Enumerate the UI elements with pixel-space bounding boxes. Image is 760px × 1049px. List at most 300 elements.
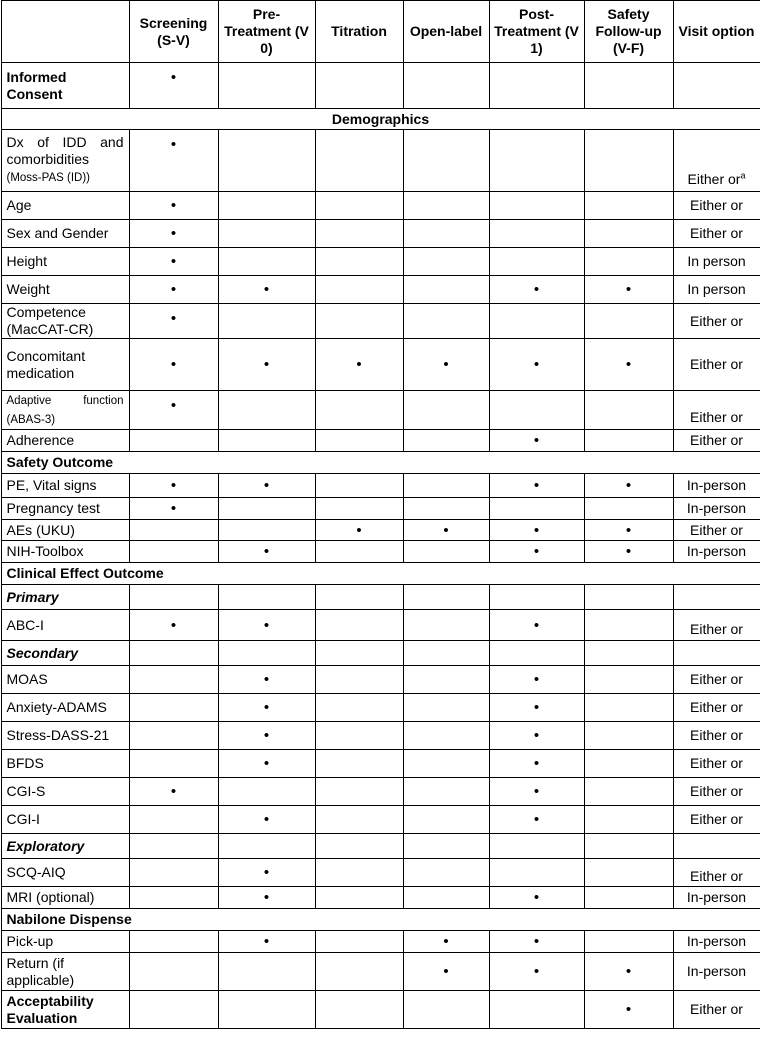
row-label-scq-aiq	[1, 859, 129, 887]
table-row	[1, 220, 760, 248]
empty-cell	[403, 192, 489, 220]
visit-option-text: Either or	[690, 868, 743, 884]
bullet-mark: •	[489, 339, 584, 391]
empty-cell	[403, 248, 489, 276]
visit-option-text: In person	[687, 253, 746, 269]
visit-option-cell	[673, 694, 760, 722]
empty-cell	[218, 130, 315, 192]
empty-cell	[584, 778, 673, 806]
visit-option-text: Either or	[690, 620, 743, 637]
empty-cell	[403, 834, 489, 859]
row-label-acceptability-evaluation	[1, 991, 129, 1029]
empty-cell	[129, 641, 218, 666]
row-label-text: AEs (UKU)	[6, 521, 75, 538]
empty-cell	[218, 520, 315, 541]
row-label-text: Exploratory	[6, 837, 85, 854]
row-label-cgi-i	[1, 806, 129, 834]
empty-cell	[218, 953, 315, 991]
visit-option-cell	[673, 585, 760, 610]
bullet-mark: •	[403, 339, 489, 391]
table-row	[1, 610, 760, 641]
empty-cell	[403, 541, 489, 563]
empty-cell	[584, 750, 673, 778]
empty-cell	[489, 641, 584, 666]
empty-cell	[315, 130, 403, 192]
empty-cell	[218, 991, 315, 1029]
bullet-mark: •	[489, 750, 584, 778]
header-row	[1, 1, 760, 63]
empty-cell	[403, 63, 489, 109]
bullet-mark: •	[218, 750, 315, 778]
empty-cell	[315, 750, 403, 778]
empty-cell	[584, 130, 673, 192]
empty-cell	[315, 192, 403, 220]
row-label-return-if-applicable	[1, 953, 129, 991]
bullet-mark: •	[129, 610, 218, 641]
empty-cell	[315, 834, 403, 859]
bullet-mark: •	[489, 778, 584, 806]
row-label-pick-up	[1, 931, 129, 953]
bullet-mark: •	[129, 498, 218, 520]
row-label-text: Dx of IDD and comorbidities	[6, 134, 124, 167]
row-label-text: Sex and Gender	[6, 225, 109, 241]
row-label-text: Height	[6, 253, 47, 269]
empty-cell	[315, 694, 403, 722]
visit-option-text: Either or	[690, 1001, 743, 1017]
table-row	[1, 859, 760, 887]
row-label-text: MOAS	[6, 671, 48, 687]
bullet-mark: •	[584, 276, 673, 304]
row-label-adherence	[1, 430, 129, 452]
empty-cell	[403, 859, 489, 887]
empty-cell	[584, 430, 673, 452]
group-row	[1, 452, 760, 474]
visit-option-cell	[673, 834, 760, 859]
table-row	[1, 391, 760, 430]
empty-cell	[315, 63, 403, 109]
table-row	[1, 520, 760, 541]
table-row	[1, 778, 760, 806]
row-label-anxiety-adams	[1, 694, 129, 722]
row-label-text: MRI (optional)	[6, 889, 95, 905]
empty-cell	[129, 953, 218, 991]
bullet-mark: •	[489, 666, 584, 694]
header-cell-titration: Titration	[315, 1, 403, 63]
bullet-mark: •	[489, 541, 584, 563]
table-row	[1, 541, 760, 563]
bullet-mark: •	[489, 806, 584, 834]
empty-cell	[584, 859, 673, 887]
empty-cell	[584, 806, 673, 834]
visit-option-cell	[673, 391, 760, 430]
row-label-text: Anxiety-ADAMS	[6, 699, 107, 715]
row-label-text: PE, Vital signs	[6, 477, 97, 493]
visit-option-cell	[673, 750, 760, 778]
empty-cell	[403, 694, 489, 722]
row-label-text: Concomitant medication	[6, 347, 86, 381]
empty-cell	[315, 666, 403, 694]
empty-cell	[315, 806, 403, 834]
row-label-text: Pregnancy test	[6, 500, 100, 516]
table-row	[1, 430, 760, 452]
bullet-mark: •	[489, 722, 584, 750]
row-label-text: Pick-up	[6, 933, 54, 949]
visit-option-cell	[673, 276, 760, 304]
visit-option-cell	[673, 192, 760, 220]
header-cell-blank	[1, 1, 129, 63]
visit-option-text: In-person	[686, 933, 747, 949]
bullet-mark: •	[489, 474, 584, 498]
empty-cell	[315, 474, 403, 498]
header-cell-visit-option: Visit option	[673, 1, 760, 63]
empty-cell	[584, 887, 673, 909]
empty-cell	[129, 666, 218, 694]
empty-cell	[218, 430, 315, 452]
table-row	[1, 276, 760, 304]
row-label-bfds	[1, 750, 129, 778]
row-label-moas	[1, 666, 129, 694]
empty-cell	[129, 750, 218, 778]
empty-cell	[218, 192, 315, 220]
visit-option-cell	[673, 641, 760, 666]
empty-cell	[584, 248, 673, 276]
empty-cell	[315, 541, 403, 563]
empty-cell	[584, 666, 673, 694]
empty-cell	[489, 130, 584, 192]
empty-cell	[584, 63, 673, 109]
visit-option-cell	[673, 63, 760, 109]
empty-cell	[403, 666, 489, 694]
row-label-dx-of-idd-and-comorbidities	[1, 130, 129, 192]
bullet-mark: •	[315, 520, 403, 541]
visit-option-text: In-person	[686, 889, 747, 905]
empty-cell	[584, 220, 673, 248]
empty-cell	[403, 610, 489, 641]
section-title: Demographics	[1, 109, 760, 130]
visit-option-cell	[673, 931, 760, 953]
visit-option-text: Either or	[690, 409, 743, 425]
visit-option-text: In-person	[686, 477, 747, 493]
empty-cell	[584, 610, 673, 641]
bullet-mark: •	[584, 991, 673, 1029]
header-cell-open-label: Open-label	[403, 1, 489, 63]
empty-cell	[129, 834, 218, 859]
row-label-text: CGI-I	[6, 811, 40, 827]
bullet-mark: •	[315, 339, 403, 391]
bullet-mark: •	[584, 953, 673, 991]
empty-cell	[403, 430, 489, 452]
empty-cell	[315, 991, 403, 1029]
empty-cell	[403, 887, 489, 909]
empty-cell	[584, 694, 673, 722]
empty-cell	[315, 585, 403, 610]
table-row	[1, 750, 760, 778]
visit-option-cell	[673, 722, 760, 750]
empty-cell	[489, 585, 584, 610]
bullet-mark: •	[129, 248, 218, 276]
empty-cell	[489, 391, 584, 430]
bullet-mark: •	[218, 722, 315, 750]
footnote-marker: a	[740, 170, 746, 181]
bullet-mark: •	[489, 430, 584, 452]
row-label-weight	[1, 276, 129, 304]
schedule-body	[1, 63, 760, 1029]
empty-cell	[315, 953, 403, 991]
bullet-mark: •	[489, 953, 584, 991]
table-row	[1, 130, 760, 192]
row-label-mri-optional	[1, 887, 129, 909]
subgroup-row	[1, 641, 760, 666]
bullet-mark: •	[129, 63, 218, 109]
visit-option-text: In-person	[686, 963, 747, 979]
visit-option-text: Either or	[690, 432, 743, 448]
empty-cell	[315, 722, 403, 750]
row-label-abc-i	[1, 610, 129, 641]
visit-option-text: Either or	[690, 225, 743, 241]
empty-cell	[129, 541, 218, 563]
row-label-pregnancy-test	[1, 498, 129, 520]
visit-option-cell	[673, 806, 760, 834]
empty-cell	[315, 641, 403, 666]
header-cell-post-treatment: Post-Treatment (V 1)	[489, 1, 584, 63]
visit-option-text: Either or	[687, 171, 741, 187]
visit-option-cell	[673, 666, 760, 694]
row-label-nih-toolbox	[1, 541, 129, 563]
bullet-mark: •	[129, 778, 218, 806]
table-row	[1, 931, 760, 953]
row-label-age	[1, 192, 129, 220]
bullet-mark: •	[489, 931, 584, 953]
table-row	[1, 694, 760, 722]
empty-cell	[584, 834, 673, 859]
empty-cell	[129, 722, 218, 750]
empty-cell	[218, 63, 315, 109]
row-label-aes-uku	[1, 520, 129, 541]
bullet-mark: •	[489, 694, 584, 722]
row-label-concomitant-medication	[1, 339, 129, 391]
empty-cell	[584, 498, 673, 520]
row-label-stress-dass-21	[1, 722, 129, 750]
bullet-mark: •	[218, 666, 315, 694]
empty-cell	[403, 130, 489, 192]
table-row	[1, 339, 760, 391]
empty-cell	[218, 498, 315, 520]
row-label-text: Acceptability Evaluation	[6, 992, 94, 1026]
visit-option-cell	[673, 520, 760, 541]
empty-cell	[315, 859, 403, 887]
visit-option-cell	[673, 887, 760, 909]
bullet-mark: •	[129, 130, 218, 192]
visit-option-text: Either or	[690, 312, 743, 329]
empty-cell	[129, 520, 218, 541]
empty-cell	[403, 276, 489, 304]
visit-option-text: Either or	[690, 755, 743, 771]
empty-cell	[489, 991, 584, 1029]
row-label-text: Informed Consent	[6, 68, 67, 102]
visit-option-cell	[673, 953, 760, 991]
empty-cell	[403, 722, 489, 750]
row-label-cgi-s	[1, 778, 129, 806]
empty-cell	[403, 641, 489, 666]
empty-cell	[403, 778, 489, 806]
visit-option-cell	[673, 498, 760, 520]
empty-cell	[315, 430, 403, 452]
empty-cell	[315, 887, 403, 909]
row-label-text: NIH-Toolbox	[6, 543, 84, 559]
header-cell-screening: Screening (S-V)	[129, 1, 218, 63]
row-label-text: CGI-S	[6, 783, 46, 799]
empty-cell	[403, 474, 489, 498]
empty-cell	[218, 220, 315, 248]
bullet-mark: •	[129, 276, 218, 304]
empty-cell	[403, 391, 489, 430]
row-label-pe-vital-signs	[1, 474, 129, 498]
bullet-mark: •	[129, 304, 218, 339]
bullet-mark: •	[403, 931, 489, 953]
empty-cell	[129, 585, 218, 610]
visit-option-text: In person	[687, 281, 746, 297]
empty-cell	[403, 585, 489, 610]
table-row	[1, 498, 760, 520]
empty-cell	[584, 931, 673, 953]
empty-cell	[403, 220, 489, 248]
visit-option-cell	[673, 430, 760, 452]
visit-option-text: In-person	[686, 500, 747, 516]
empty-cell	[315, 391, 403, 430]
visit-option-cell	[673, 541, 760, 563]
table-row	[1, 474, 760, 498]
empty-cell	[315, 778, 403, 806]
empty-cell	[129, 887, 218, 909]
bullet-mark: •	[218, 806, 315, 834]
empty-cell	[129, 430, 218, 452]
empty-cell	[315, 498, 403, 520]
empty-cell	[489, 498, 584, 520]
row-label-competence-maccat-cr	[1, 304, 129, 339]
empty-cell	[315, 304, 403, 339]
empty-cell	[129, 931, 218, 953]
row-label-text: SCQ-AIQ	[6, 864, 66, 880]
empty-cell	[315, 220, 403, 248]
visit-option-cell	[673, 859, 760, 887]
subgroup-label	[1, 585, 129, 610]
bullet-mark: •	[584, 520, 673, 541]
empty-cell	[218, 641, 315, 666]
table-row	[1, 887, 760, 909]
empty-cell	[315, 610, 403, 641]
row-label-text: BFDS	[6, 755, 44, 771]
row-label-text: Adaptive function (ABAS-3)	[6, 395, 124, 426]
empty-cell	[403, 806, 489, 834]
bullet-mark: •	[218, 887, 315, 909]
visit-option-cell	[673, 778, 760, 806]
visit-option-cell	[673, 991, 760, 1029]
visit-option-cell	[673, 339, 760, 391]
visit-option-cell	[673, 220, 760, 248]
group-row	[1, 563, 760, 585]
visit-option-text: Either or	[690, 699, 743, 715]
table-row	[1, 192, 760, 220]
bullet-mark: •	[489, 610, 584, 641]
empty-cell	[489, 63, 584, 109]
bullet-mark: •	[129, 391, 218, 430]
empty-cell	[315, 931, 403, 953]
row-label-text: Competence (MacCAT-CR)	[6, 304, 94, 337]
bullet-mark: •	[129, 192, 218, 220]
row-label-sex-and-gender	[1, 220, 129, 248]
empty-cell	[315, 276, 403, 304]
row-label-informed-consent	[1, 63, 129, 109]
visit-option-text: Either or	[690, 521, 743, 538]
bullet-mark: •	[403, 520, 489, 541]
empty-cell	[403, 498, 489, 520]
empty-cell	[129, 806, 218, 834]
group-title: Nabilone Dispense	[1, 909, 760, 931]
empty-cell	[584, 585, 673, 610]
bullet-mark: •	[489, 887, 584, 909]
header-cell-pre-treatment: Pre-Treatment (V 0)	[218, 1, 315, 63]
empty-cell	[403, 991, 489, 1029]
row-label-text: Weight	[6, 281, 50, 297]
visit-option-cell	[673, 248, 760, 276]
visit-option-cell	[673, 304, 760, 339]
bullet-mark: •	[129, 339, 218, 391]
subgroup-row	[1, 585, 760, 610]
bullet-mark: •	[218, 541, 315, 563]
row-label-text: Secondary	[6, 644, 79, 661]
empty-cell	[218, 834, 315, 859]
bullet-mark: •	[584, 474, 673, 498]
empty-cell	[218, 248, 315, 276]
bullet-mark: •	[218, 931, 315, 953]
table-row	[1, 991, 760, 1029]
empty-cell	[584, 391, 673, 430]
empty-cell	[584, 722, 673, 750]
visit-option-text: Either or	[690, 811, 743, 827]
empty-cell	[129, 694, 218, 722]
bullet-mark: •	[218, 694, 315, 722]
row-label-height	[1, 248, 129, 276]
empty-cell	[129, 859, 218, 887]
empty-cell	[489, 834, 584, 859]
visit-option-cell	[673, 130, 760, 192]
empty-cell	[489, 304, 584, 339]
table-row	[1, 953, 760, 991]
bullet-mark: •	[218, 339, 315, 391]
empty-cell	[403, 304, 489, 339]
group-title: Safety Outcome	[1, 452, 760, 474]
subgroup-label	[1, 834, 129, 859]
table-row	[1, 806, 760, 834]
row-label-text: Age	[6, 197, 32, 213]
visit-option-text: Either or	[690, 356, 743, 372]
bullet-mark: •	[489, 520, 584, 541]
empty-cell	[489, 192, 584, 220]
header-cell-safety-follow-up: Safety Follow-up (V-F)	[584, 1, 673, 63]
subgroup-row	[1, 834, 760, 859]
empty-cell	[315, 248, 403, 276]
visit-option-text: Either or	[690, 671, 743, 687]
table-row	[1, 722, 760, 750]
empty-cell	[218, 778, 315, 806]
visit-option-text: Either or	[690, 783, 743, 799]
empty-cell	[129, 991, 218, 1029]
bullet-mark: •	[489, 276, 584, 304]
row-label-text: Stress-DASS-21	[6, 727, 110, 743]
empty-cell	[584, 641, 673, 666]
row-label-text: Primary	[6, 588, 59, 605]
empty-cell	[584, 304, 673, 339]
